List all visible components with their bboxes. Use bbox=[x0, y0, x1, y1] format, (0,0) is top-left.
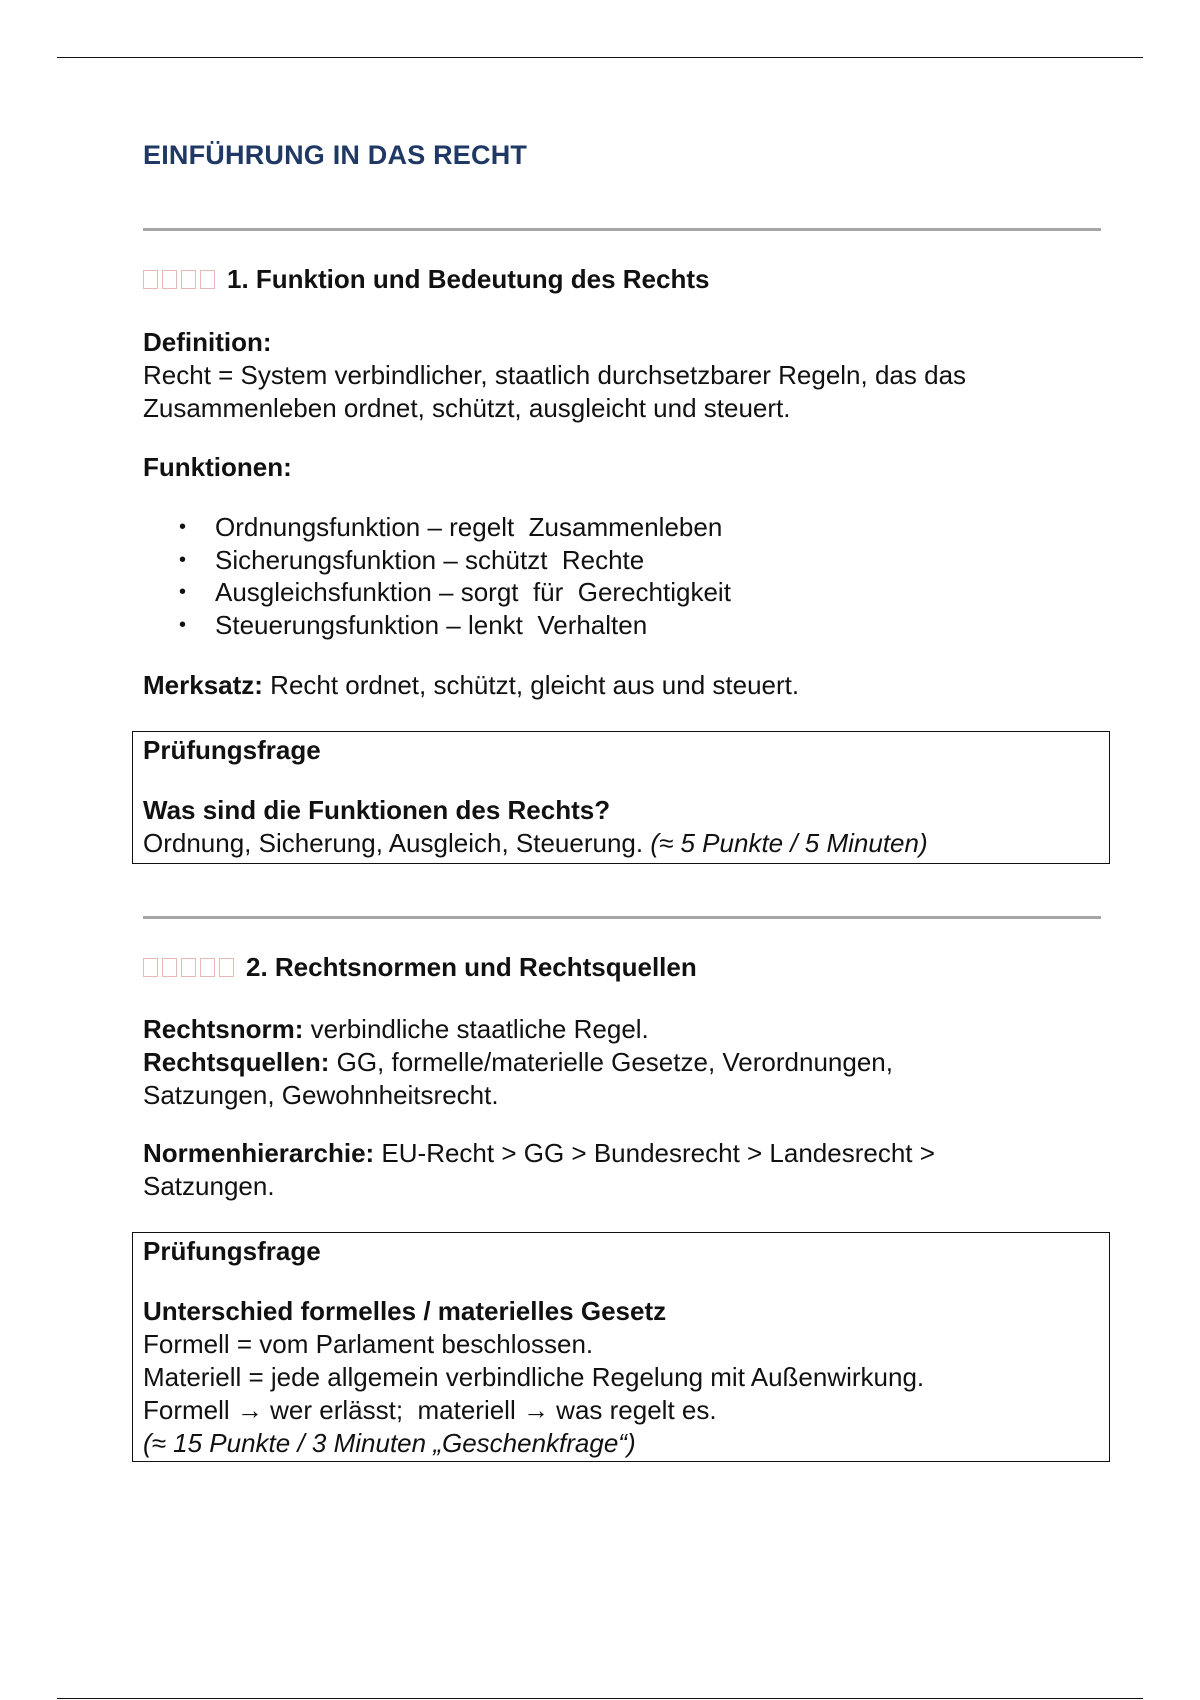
section-2-heading bbox=[143, 952, 697, 984]
exam-question: Unterschied formelles / materielles Gesetz bbox=[143, 1296, 667, 1326]
definition-label: Definition: bbox=[143, 327, 272, 357]
rechtsquellen-line: Satzungen, Gewohnheitsrecht. bbox=[143, 1080, 499, 1110]
bullet-icon: • bbox=[179, 581, 187, 603]
exam-answer: Ordnung, Sicherung, Ausgleich, Steuerung. (≈ 5 Punkte / 5 Minuten) bbox=[143, 828, 928, 858]
section-1-title: 1. Funktion und Bedeutung des Rechts bbox=[227, 264, 710, 294]
exam-question-box bbox=[132, 1232, 1110, 1462]
rechtsnorm-block bbox=[143, 1013, 1103, 1112]
definition-line: Recht = System verbindlicher, staatlich durchsetzbarer Regeln, das das bbox=[143, 360, 967, 390]
exam-question: Was sind die Funktionen des Rechts? bbox=[143, 795, 611, 825]
exam-label: Prüfungsfrage bbox=[143, 735, 321, 765]
page-top-rule bbox=[57, 57, 1143, 58]
document-title: EINFÜHRUNG IN DAS RECHT bbox=[143, 140, 528, 170]
section-1-heading bbox=[143, 264, 709, 296]
exam-answer-line: Formell = vom Parlament beschlossen. bbox=[143, 1329, 594, 1359]
exam-points: (≈ 15 Punkte / 3 Minuten „Geschenkfrage“) bbox=[143, 1428, 636, 1458]
merksatz-label: Merksatz: bbox=[143, 670, 263, 700]
list-item: • Ordnungsfunktion – regelt Zusammenleben bbox=[179, 512, 723, 542]
exam-answer-line: Materiell = jede allgemein verbindliche Regelung mit Außenwirkung. bbox=[143, 1362, 925, 1392]
placeholder-boxes-icon bbox=[143, 953, 238, 984]
definition-block bbox=[143, 326, 1103, 425]
bullet-icon: • bbox=[179, 613, 187, 636]
list-item: • Ausgleichsfunktion – sorgt für Gerechtigkeit bbox=[179, 577, 731, 607]
exam-points: (≈ 5 Punkte / 5 Minuten) bbox=[650, 828, 928, 858]
merksatz-text: Recht ordnet, schützt, gleicht aus und steuert. bbox=[262, 670, 800, 700]
page-bottom-rule bbox=[57, 1698, 1143, 1699]
definition-line: Zusammenleben ordnet, schützt, ausgleicht und steuert. bbox=[143, 393, 791, 423]
placeholder-boxes-icon bbox=[143, 265, 219, 296]
merksatz bbox=[143, 669, 1103, 702]
normenhierarchie-label: Normenhierarchie: bbox=[143, 1138, 375, 1168]
functions-list bbox=[143, 511, 731, 641]
bullet-icon: • bbox=[179, 548, 187, 571]
rechtsquellen-line: Rechtsquellen: GG, formelle/materielle Gesetze, Verordnungen, bbox=[143, 1047, 893, 1077]
exam-label: Prüfungsfrage bbox=[143, 1236, 321, 1266]
normenhierarchie-block: Normenhierarchie: EU-Recht > GG > Bundesrecht > Landesrecht > Satzungen. bbox=[143, 1138, 935, 1201]
section-divider bbox=[143, 228, 1101, 231]
functions-label: Funktionen: bbox=[143, 452, 292, 482]
list-item: • Sicherungsfunktion – schützt Rechte bbox=[179, 544, 645, 575]
section-2-title: 2. Rechtsnormen und Rechtsquellen bbox=[246, 952, 697, 982]
exam-question-box bbox=[132, 731, 1110, 864]
bullet-icon: • bbox=[179, 516, 187, 538]
section-divider bbox=[143, 916, 1101, 919]
rechtsnorm-line: Rechtsnorm: verbindliche staatliche Regel. bbox=[143, 1014, 649, 1044]
exam-answer-line: Formell → wer erlässt; materiell → was regelt es. bbox=[143, 1395, 717, 1425]
list-item: • Steuerungsfunktion – lenkt Verhalten bbox=[179, 609, 648, 640]
